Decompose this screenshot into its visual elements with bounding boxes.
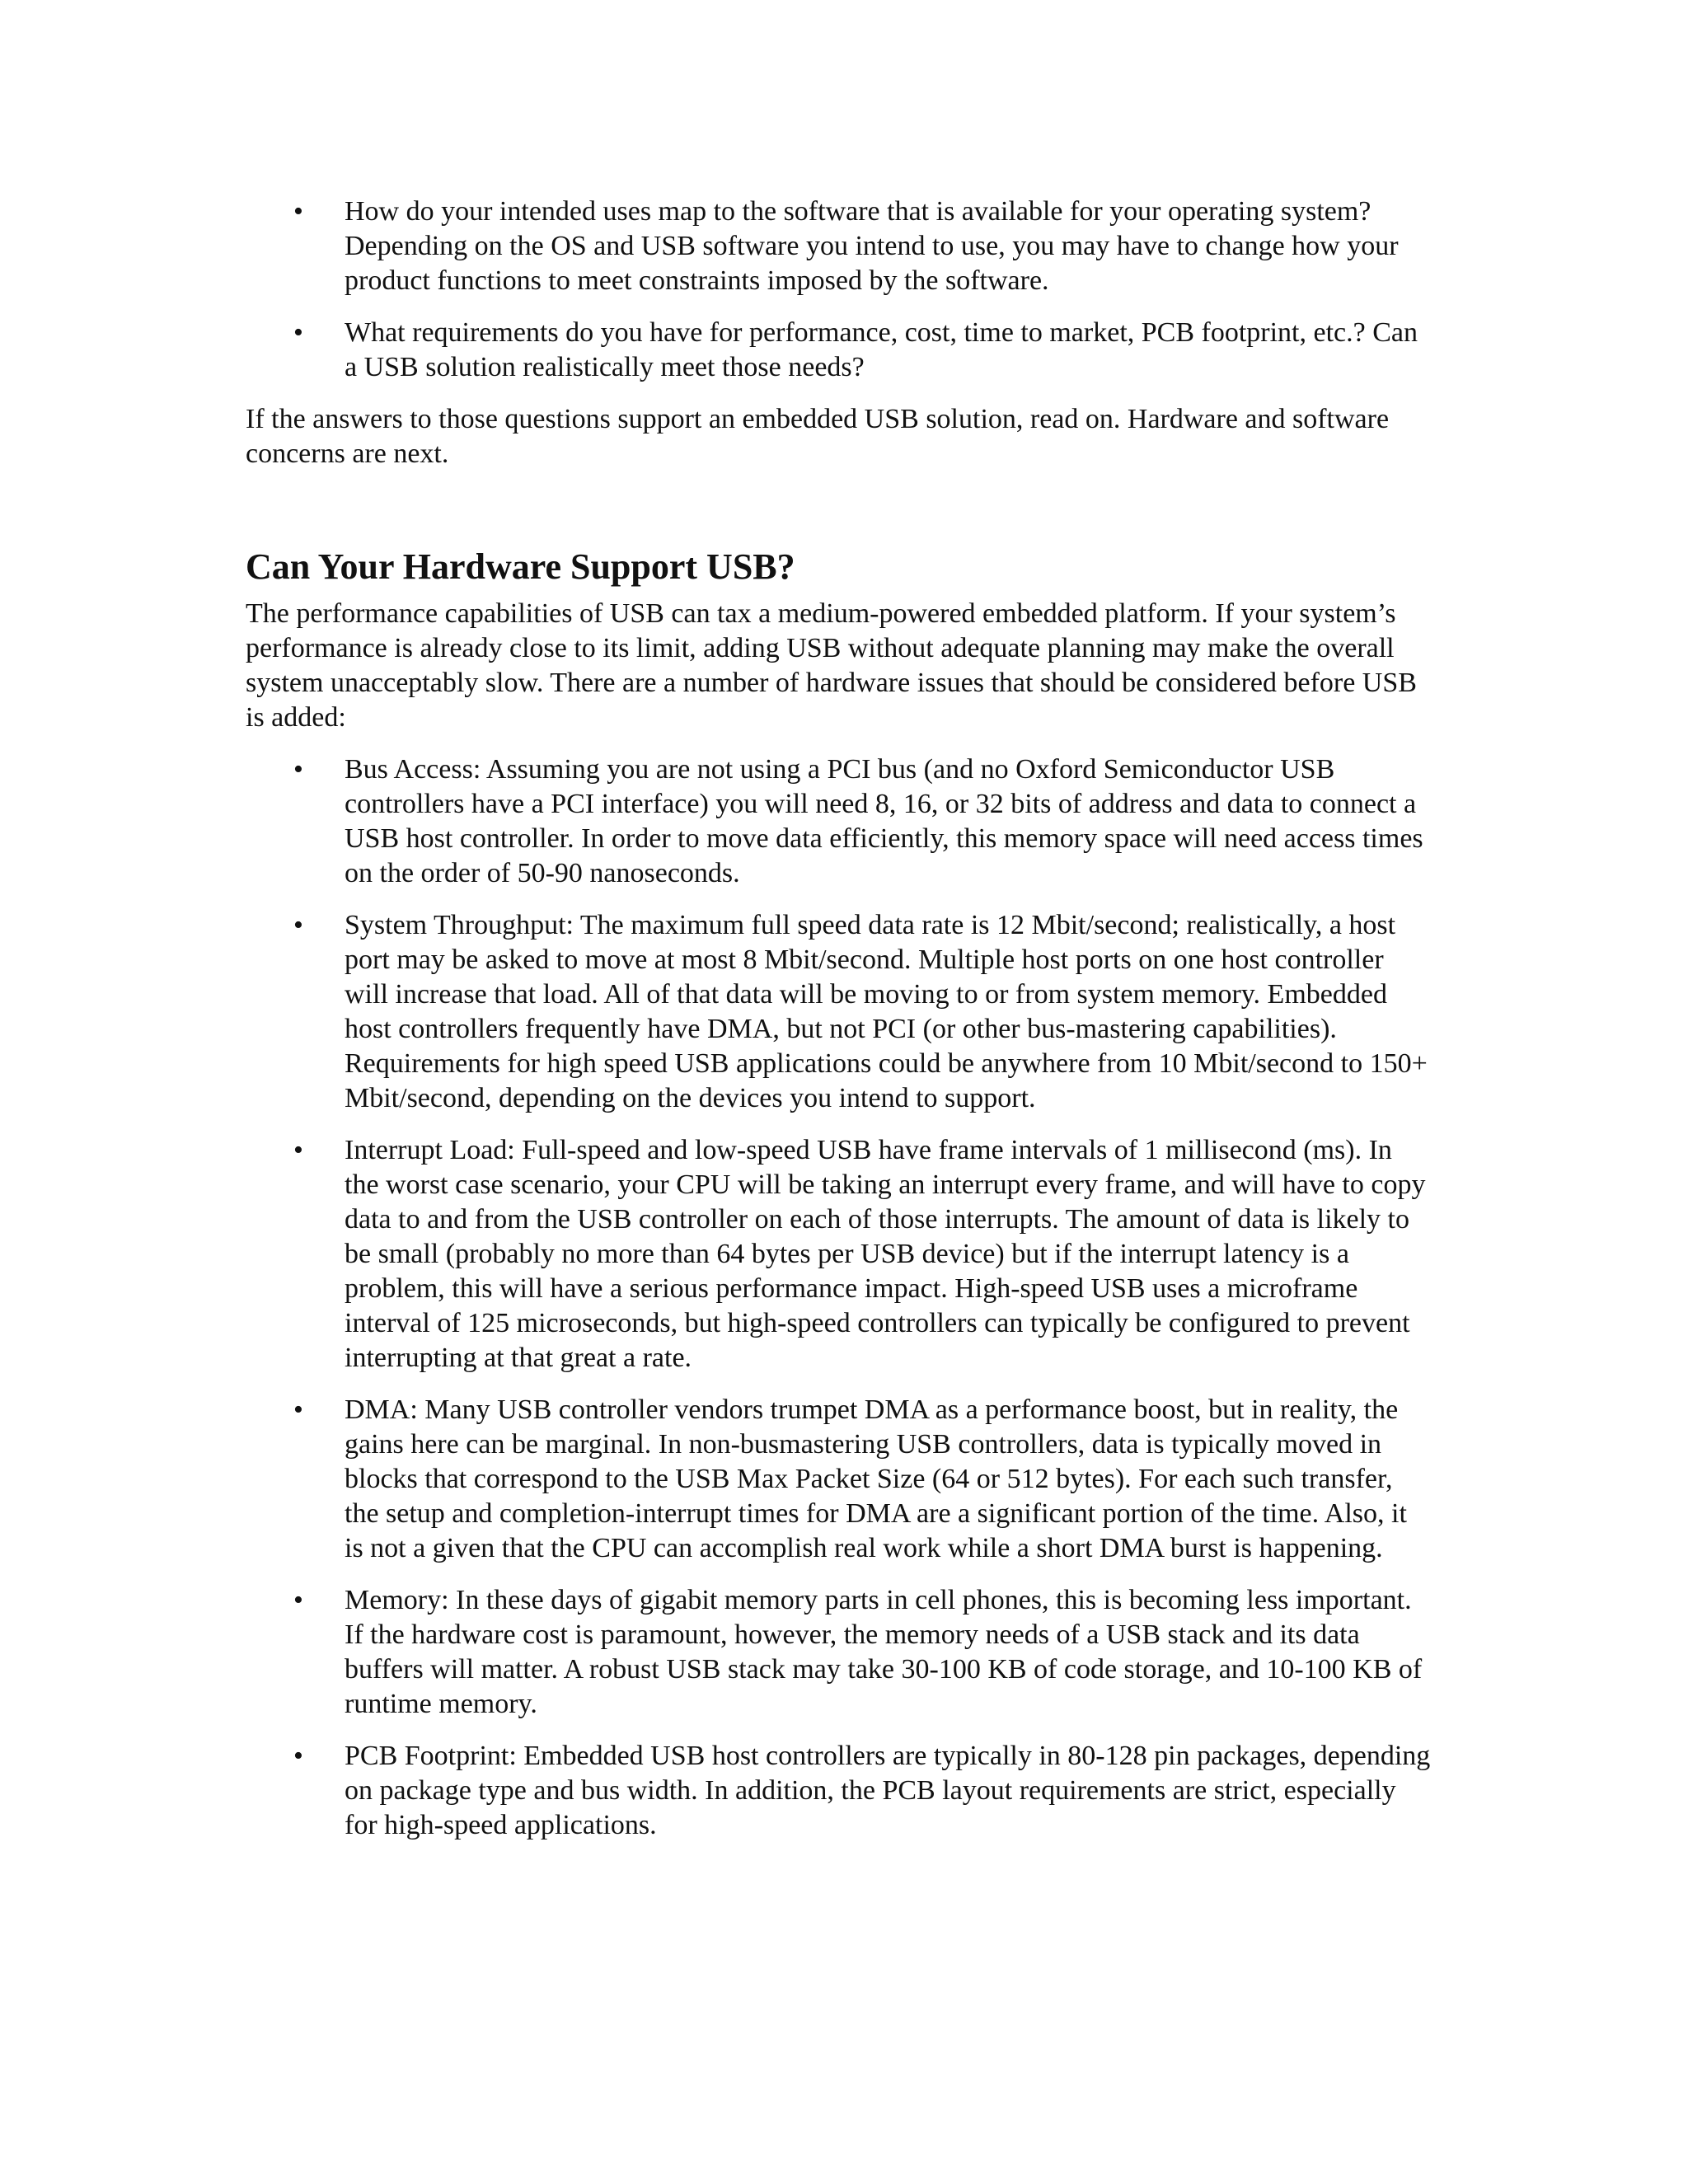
bullet-icon: • <box>293 1585 303 1615</box>
list-item-text: Bus Access: Assuming you are not using a PCI bus (and no Oxford Semiconductor USB controllers have a PCI interface) you will need 8, 16, or 32 bits of address and data to connect a USB host controller. In order to move data efficiently, this memory space will need access times on the order of 50-90 nanoseconds. <box>345 754 1423 888</box>
bullet-icon: • <box>293 1741 303 1771</box>
list-item <box>246 316 1432 385</box>
list-item <box>246 1393 1432 1566</box>
list-item <box>246 1739 1432 1843</box>
page-content <box>246 194 1432 1860</box>
hardware-issues-list <box>246 752 1432 1843</box>
list-item-text: System Throughput: The maximum full speed data rate is 12 Mbit/second; realistically, a host port may be asked to move at most 8 Mbit/second. Multiple host ports on one host controller will increase that load. All of that data will be moving to or from system memory. Embedded host controllers frequently have DMA, but not PCI (or other bus-mastering capabilities). Requirements for high speed USB applications could be anywhere from 10 Mbit/second to 150+ Mbit/second, depending on the devices you intend to support. <box>345 910 1428 1113</box>
list-item-text: Interrupt Load: Full-speed and low-speed USB have frame intervals of 1 millisecond (ms). In the worst case scenario, your CPU will be taking an interrupt every frame, and will have to copy data to and from the USB controller on each of those interrupts. The amount of data is likely to be small (probably no more than 64 bytes per USB device) but if the interrupt latency is a problem, this will have a serious performance impact. High-speed USB uses a microframe interval of 125 microseconds, but high-speed controllers can typically be configured to prevent interrupting at that great a rate. <box>345 1135 1426 1373</box>
bullet-icon: • <box>293 754 303 785</box>
list-item-text: Memory: In these days of gigabit memory parts in cell phones, this is becoming less important. If the hardware cost is paramount, however, the memory needs of a USB stack and its data buffers will matter. A robust USB stack may take 30-100 KB of code storage, and 10-100 KB of runtime memory. <box>345 1585 1423 1719</box>
intro-paragraph: If the answers to those questions support an embedded USB solution, read on. Hardware and software concerns are next. <box>246 404 1390 469</box>
list-item <box>246 1583 1432 1722</box>
bullet-icon: • <box>293 317 303 348</box>
list-item-text: What requirements do you have for performance, cost, time to market, PCB footprint, etc.? Can a USB solution realistically meet those needs? <box>345 317 1418 382</box>
list-item <box>246 1133 1432 1376</box>
list-item-text: DMA: Many USB controller vendors trumpet DMA as a performance boost, but in reality, the gains here can be marginal. In non-busmastering USB controllers, data is typically moved in blocks that correspond to the USB Max Packet Size (64 or 512 bytes). For each such transfer, the setup and completion-interrupt times for DMA are a significant portion of the time. Also, it is not a given that the CPU can accomplish real work while a short DMA burst is happening. <box>345 1394 1407 1563</box>
bullet-icon: • <box>293 196 303 227</box>
list-item-text: How do your intended uses map to the software that is available for your operating system? Depending on the OS and USB software you intend to use, you may have to change how your product functions to meet constraints imposed by the software. <box>345 196 1399 296</box>
list-item <box>246 194 1432 298</box>
section-paragraph: The performance capabilities of USB can tax a medium-powered embedded platform. If your system’s performance is already close to its limit, adding USB without adequate planning may make the overall system unacceptably slow. There are a number of hardware issues that should be considered before USB is added: <box>246 598 1417 733</box>
list-item <box>246 908 1432 1116</box>
bullet-icon: • <box>293 1394 303 1425</box>
section-heading: Can Your Hardware Support USB? <box>246 546 795 587</box>
intro-bullet-list <box>246 194 1432 385</box>
bullet-icon: • <box>293 1135 303 1165</box>
list-item-text: PCB Footprint: Embedded USB host controllers are typically in 80-128 pin packages, depending on package type and bus width. In addition, the PCB layout requirements are strict, especially for high-speed applications. <box>345 1741 1431 1840</box>
list-item <box>246 752 1432 891</box>
bullet-icon: • <box>293 910 303 940</box>
